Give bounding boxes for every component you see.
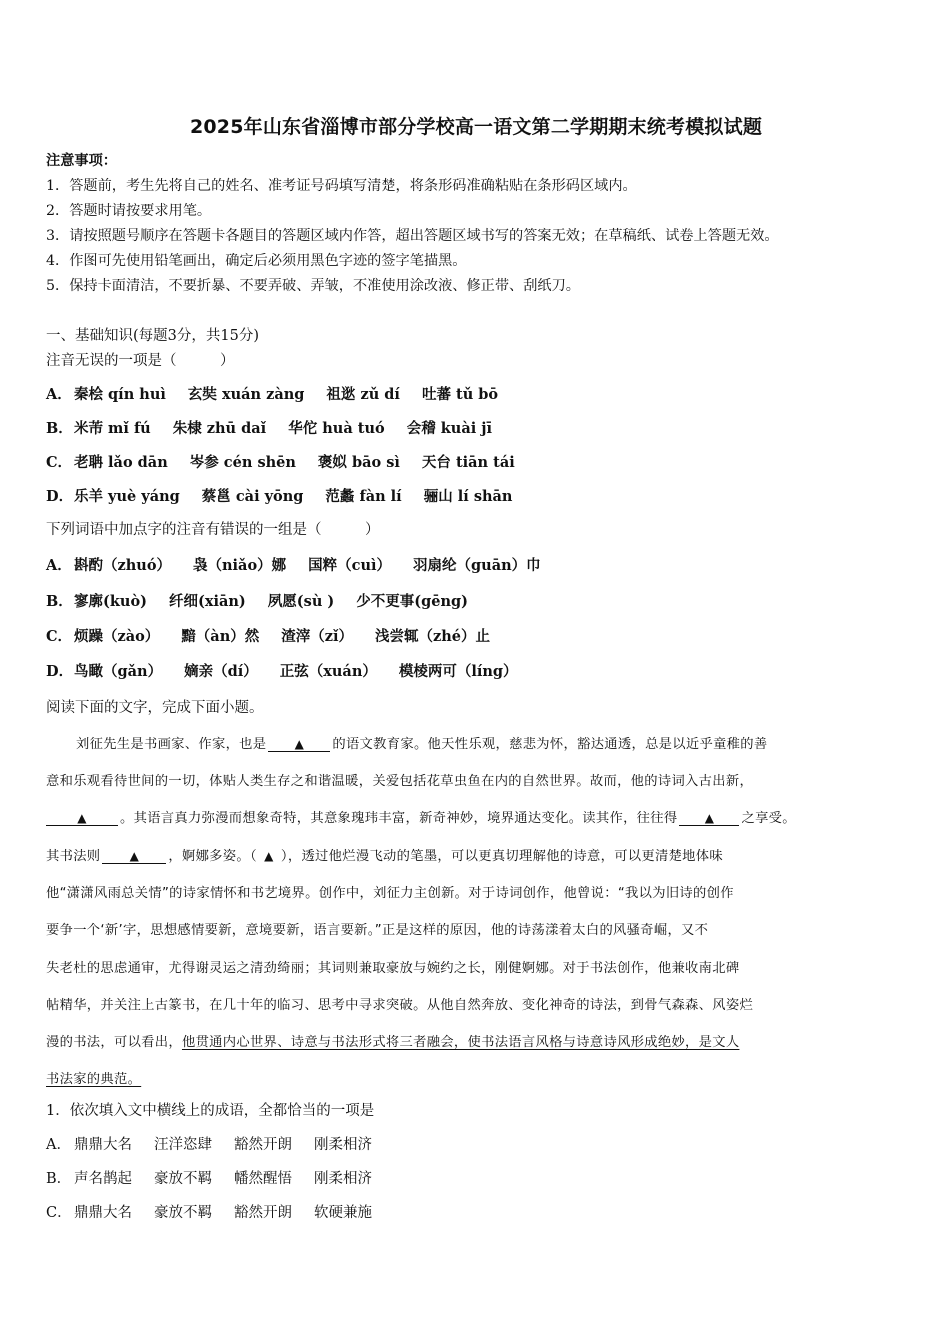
option-item: 秦桧 qín huì <box>74 386 166 403</box>
passage-text: 的语文教育家。他天性乐观，慈悲为怀，豁达通透，总是以近乎童稚的善 <box>332 737 768 752</box>
answer-blank: ▲ <box>268 737 330 752</box>
option-label: A． <box>46 1137 71 1153</box>
option-row <box>46 487 534 507</box>
option-row <box>46 453 537 473</box>
option-label: C． <box>46 454 73 471</box>
option-row <box>46 627 512 647</box>
option-item: 豪放不羁 <box>154 1205 212 1221</box>
option-item: 乐羊 yuè yáng <box>74 488 180 505</box>
option-item: 鼎鼎大名 <box>74 1205 132 1221</box>
option-label: B． <box>46 593 73 610</box>
option-item: 模棱两可（líng） <box>398 663 518 680</box>
option-item: 寥廓(kuò) <box>74 593 147 610</box>
answer-blank: ▲ <box>679 811 739 826</box>
option-item: 玄奘 xuán zàng <box>187 386 305 403</box>
option-item: 天台 tiān tái <box>421 454 515 471</box>
option-row <box>46 385 520 405</box>
option-label: D． <box>46 488 74 505</box>
page-title: 2025年山东省淄博市部分学校高一语文第二学期期末统考模拟试题 <box>189 116 763 138</box>
underlined-sentence: 书法家的典范。 <box>46 1072 142 1087</box>
option-item: 嫡亲（dí） <box>184 663 258 680</box>
option-item: 豪放不羁 <box>154 1171 212 1187</box>
option-item: 软硬兼施 <box>314 1205 372 1221</box>
option-row <box>46 592 490 612</box>
option-label: C． <box>46 628 73 645</box>
reading-intro: 阅读下面的文字，完成下面小题。 <box>46 700 264 716</box>
option-row <box>46 556 563 576</box>
option-item: 蔡邕 cài yōng <box>201 488 304 505</box>
notice-item: 4．作图可先使用铅笔画出，确定后必须用黑色字迹的签字笔描黑。 <box>46 253 467 269</box>
question-stem: 1．依次填入文中横线上的成语，全都恰当的一项是 <box>46 1103 375 1119</box>
passage-text: 之享受。 <box>741 811 796 826</box>
option-item: 吐蕃 tǔ bō <box>421 386 499 403</box>
option-label: A． <box>46 386 72 403</box>
option-item: 范蠡 fàn lí <box>325 488 402 505</box>
passage-text: 其书法则 <box>46 849 101 864</box>
option-item: 华佗 huà tuó <box>288 420 385 437</box>
passage-line <box>46 807 906 826</box>
passage-line <box>46 1068 906 1087</box>
option-row <box>46 1169 394 1189</box>
passage-line: 意和乐观看待世间的一切，体贴人类生存之和谐温暖，关爱包括花草虫鱼在内的自然世界。故而，他的诗词入古出新， <box>46 774 754 789</box>
option-label: C． <box>46 1205 72 1221</box>
option-item: 骊山 lí shān <box>423 488 513 505</box>
passage-text: 刘征先生是书画家、作家，也是 <box>76 737 267 752</box>
option-item: 正弦（xuán） <box>279 663 377 680</box>
option-item: 黯（àn）然 <box>181 628 260 645</box>
passage-line <box>46 1031 906 1050</box>
option-row <box>46 1135 394 1155</box>
answer-blank: ▲ <box>46 811 118 826</box>
answer-blank: ▲ <box>102 849 166 864</box>
option-label: D． <box>46 663 74 680</box>
option-item: 祖逖 zǔ dí <box>326 386 400 403</box>
notice-item: 1．答题前，考生先将自己的姓名、准考证号码填写清楚，将条形码准确粘贴在条形码区域内。 <box>46 178 637 194</box>
notice-heading: 注意事项： <box>46 153 117 169</box>
passage-text: 漫的书法，可以看出， <box>46 1035 182 1050</box>
question-stem: 注音无误的一项是（ ） <box>46 353 235 369</box>
option-item: 羽扇纶（guān）巾 <box>413 557 541 574</box>
passage-line: 他“潇潇风雨总关情”的诗家情怀和书艺境界。创作中，刘征力主创新。对于诗词创作，他曾说：“我以为旧诗的创作 <box>46 886 734 901</box>
option-item: 幡然醒悟 <box>234 1171 292 1187</box>
passage-line: 失老杜的思虑通审，尤得谢灵运之清劲绮丽；其词则兼取豪放与婉约之长，刚健婀娜。对于书法创作，他兼收南北碑 <box>46 961 740 976</box>
option-label: B． <box>46 420 73 437</box>
option-item: 斟酌（zhuó） <box>74 557 171 574</box>
option-label: B． <box>46 1171 72 1187</box>
option-item: 岑参 cén shēn <box>189 454 296 471</box>
option-item: 刚柔相济 <box>314 1171 372 1187</box>
option-item: 朱棣 zhū daǐ <box>172 420 267 437</box>
option-item: 豁然开朗 <box>234 1137 292 1153</box>
option-item: 纤细(xiān) <box>168 593 246 610</box>
underlined-sentence: 他贯通内心世界、诗意与书法形式将三者融会，使书法语言风格与诗意诗风形成绝妙，是文人 <box>181 1035 740 1050</box>
passage-text: ），透过他烂漫飞动的笔墨，可以更真切理解他的诗意，可以更清楚地体味 <box>280 849 723 864</box>
passage-line <box>46 733 936 752</box>
option-item: 豁然开朗 <box>234 1205 292 1221</box>
passage-text: 。其语言真力弥漫而想象奇特，其意象瑰玮丰富，新奇神妙，境界通达变化。读其作，往往得 <box>120 811 678 826</box>
option-item: 烦躁（zào） <box>74 628 160 645</box>
option-item: 浅尝辄（zhé）止 <box>375 628 491 645</box>
option-row <box>46 662 540 682</box>
option-item: 袅（niǎo）娜 <box>193 557 287 574</box>
option-item: 老聃 lǎo dān <box>74 454 168 471</box>
option-item: 鸟瞰（gǎn） <box>74 663 163 680</box>
option-item: 汪洋恣肆 <box>154 1137 212 1153</box>
answer-blank: ▲ <box>264 849 274 863</box>
option-item: 米芾 mǐ fú <box>74 420 151 437</box>
option-row <box>46 1203 394 1223</box>
section-heading: 一、基础知识(每题3分，共15分) <box>46 328 259 344</box>
option-item: 鼎鼎大名 <box>74 1137 132 1153</box>
passage-line: 要争一个‘新’字，思想感情要新，意境要新，语言要新。”正是这样的原因，他的诗荡漾着太白的风骚奇崛，又不 <box>46 923 709 938</box>
notice-item: 5．保持卡面清洁，不要折暴、不要弄破、弄皱，不准使用涂改液、修正带、刮纸刀。 <box>46 278 580 294</box>
option-item: 会稽 kuài jī <box>406 420 493 437</box>
option-item: 刚柔相济 <box>314 1137 372 1153</box>
question-stem: 下列词语中加点字的注音有错误的一组是（ ） <box>46 522 380 538</box>
notice-item: 2．答题时请按要求用笔。 <box>46 203 212 219</box>
option-item: 声名鹊起 <box>74 1171 132 1187</box>
notice-item: 3．请按照题号顺序在答题卡各题目的答题区域内作答，超出答题区域书写的答案无效；在草稿纸、试卷上答题无效。 <box>46 228 779 244</box>
option-item: 夙愿(sù ) <box>267 593 335 610</box>
option-item: 少不更事(gēng) <box>356 593 469 610</box>
passage-text: ，婀娜多姿。（ <box>168 849 257 864</box>
option-item: 渣滓（zǐ） <box>281 628 353 645</box>
option-item: 褒姒 bāo sì <box>317 454 400 471</box>
option-label: A． <box>46 557 72 574</box>
option-item: 国粹（cuì） <box>308 557 392 574</box>
passage-line: 帖精华，并关注上古篆书，在几十年的临习、思考中寻求突破。从他自然奔放、变化神奇的诗法，到骨气森森、风姿烂 <box>46 998 754 1013</box>
option-row <box>46 419 514 439</box>
passage-line <box>46 845 906 864</box>
